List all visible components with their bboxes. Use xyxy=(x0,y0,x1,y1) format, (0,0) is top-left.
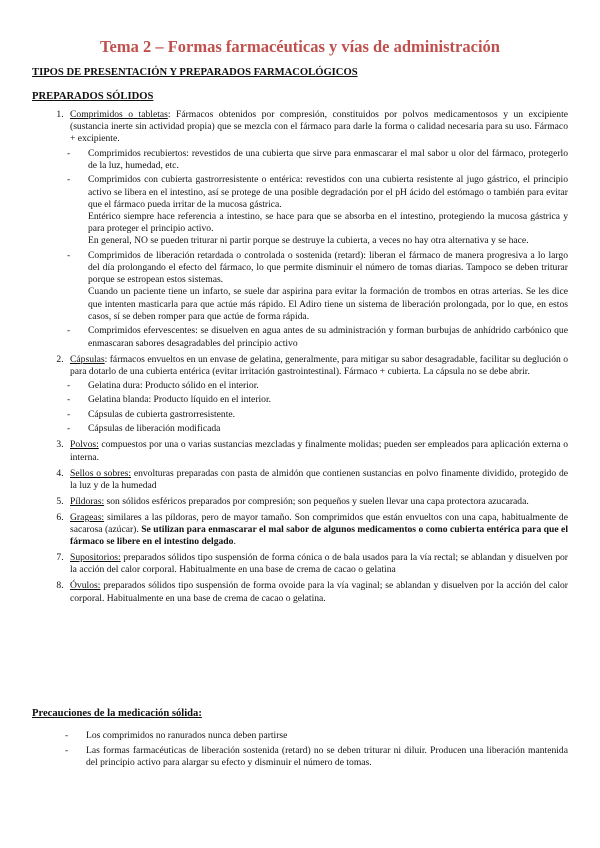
item-term: Píldoras: xyxy=(70,495,105,507)
list-item xyxy=(66,512,568,549)
sub-item-paragraph: - Gelatina blanda: Producto líquido en el interior. xyxy=(88,394,272,406)
sub-item-paragraph: Entérico siempre hace referencia a intestino, se hace para que se absorba en el intestino, protegiendo la mucosa gástrica y para proteger el principio activo. xyxy=(88,210,568,235)
item-text: son sólidos esféricos preparados por compresión; son pequeños y suelen llevar una capa protectora azucarada. xyxy=(104,495,529,507)
list-item xyxy=(66,354,568,436)
item-text: envolturas preparadas con pasta de almidón que contienen sustancias en polvo finamente dividido, protegido de la luz y de la humedad xyxy=(70,467,569,491)
sub-list-item xyxy=(66,380,568,392)
precaution-item: - Las formas farmacéuticas de liberación sostenida (retard) no se deben triturar ni diluir. Producen una liberación mantenida del principio activo para alargar su efecto y disminuir el número de tomas. xyxy=(64,745,568,769)
item-term: Polvos: xyxy=(70,439,99,451)
item-term: Comprimidos o tabletas xyxy=(70,109,168,120)
sub-list-item xyxy=(66,250,568,323)
sub-list-item xyxy=(66,394,568,406)
item-term: Cápsulas xyxy=(70,353,105,365)
sub-item-paragraph: En general, NO se pueden triturar ni partir porque se destruye la cubierta, a veces no hay otra alternativa y se hace. xyxy=(88,235,529,247)
item-term: Supositorios: xyxy=(70,552,121,564)
list-item xyxy=(66,580,568,604)
item-text: compuestos por una o varias sustancias mezcladas y finalmente molidas; pueden ser empleados para aplicación externa o interna. xyxy=(70,439,568,463)
list-item xyxy=(66,496,568,508)
precautions-list xyxy=(64,730,568,771)
subsection-heading: PREPARADOS SÓLIDOS xyxy=(32,91,154,102)
precaution-item: - Los comprimidos no ranurados nunca deben partirse xyxy=(64,730,568,742)
item-text: : fármacos envueltos en un envase de gelatina, generalmente, para mitigar su sabor desagradable, facilitar su deglución o para dotarlo de una cubierta entérica (evitar irritación gastrointestinal). Fármaco + cubierta. La cápsula no se debe abrir. xyxy=(70,353,568,377)
sub-list-item xyxy=(66,423,568,435)
sub-item-paragraph: - Cápsulas de cubierta gastrorresistente. xyxy=(88,408,236,420)
item-text: preparados sólidos tipo suspensión de forma ovoide para la vía vaginal; se ablandan y disuelven por la acción del calor corporal. Habitualmente en una base de crema de cacao o gelatina. xyxy=(70,580,568,604)
sub-item-paragraph: - Comprimidos con cubierta gastrorresistente o entérica: revestidos con una cubierta resistente al jugo gástrico, el principio activo se libera en el intestino, así se protege de una posible degradación por el pH ácido del estómago o también para evitar que el fármaco pueda irritar de la mucosa gástrica. xyxy=(88,174,568,210)
sub-list-item xyxy=(66,409,568,421)
sub-item-paragraph: - Cápsulas de liberación modificada xyxy=(88,423,221,435)
section-heading: TIPOS DE PRESENTACIÓN Y PREPARADOS FARMACOLÓGICOS xyxy=(32,67,358,78)
sub-item-paragraph: - Gelatina dura: Producto sólido en el interior. xyxy=(88,379,259,391)
sub-list xyxy=(70,380,568,436)
item-bold-text: Se utilizan para enmascarar el mal sabor de algunos medicamentos o como cubierta entérica para que el fármaco se libere en el intestino delgado xyxy=(70,524,568,548)
sub-list-item xyxy=(66,174,568,247)
item-text: similares a las píldoras, pero de mayor tamaño. Son comprimidos que están envueltos con una capa, habitualmente de sacarosa (azúcar). xyxy=(70,511,568,536)
sub-list-item xyxy=(66,325,568,349)
solid-preparations-list xyxy=(32,109,568,609)
list-item xyxy=(66,109,568,350)
precautions-heading: Precauciones de la medicación sólida: xyxy=(32,708,202,719)
sub-list-item xyxy=(66,148,568,172)
list-item xyxy=(66,439,568,463)
item-tail: . xyxy=(233,536,236,548)
item-term: Óvulos: xyxy=(70,580,101,592)
item-text: preparados sólidos tipo suspensión de forma cónica o de bala usados para la vía rectal; se ablandan y disuelven por la acción del calor corporal. Habitualmente en una base de crema de cacao o gelatina xyxy=(70,552,568,576)
item-term: Sellos o sobres: xyxy=(70,467,132,479)
sub-item-paragraph: - Comprimidos efervescentes: se disuelven en agua antes de su administración y forman burbujas de anhídrido carbónico que enmascaran sabores desagradables del principio activo xyxy=(88,325,568,349)
sub-item-paragraph: - Comprimidos recubiertos: revestidos de una cubierta que sirve para enmascarar el mal sabor u olor del fármaco, protegerlo de la luz, humedad, etc. xyxy=(88,147,568,171)
item-term: Grageas: xyxy=(70,511,105,523)
sub-list xyxy=(70,148,568,350)
list-item xyxy=(66,468,568,492)
list-item xyxy=(66,552,568,576)
item-text: : Fármacos obtenidos por compresión, constituidos por polvos medicamentosos y un excipiente (sustancia inerte sin actividad propia) que se mezcla con el fármaco para darle la forma o calidad necesaria para su uso. Fármaco + excipiente. xyxy=(70,109,568,145)
page-title: Tema 2 – Formas farmacéuticas y vías de administración xyxy=(100,37,500,56)
sub-item-paragraph: Cuando un paciente tiene un infarto, se suele dar aspirina para evitar la formación de trombos en otras arterias. Se les dice que intenten masticarla para que actúe más rápido. El Adiro tiene un sistema de liberación prolongada, por lo que, en estos casos, sí se deben romper para que actúe de forma rápida. xyxy=(88,286,568,322)
sub-item-paragraph: - Comprimidos de liberación retardada o controlada o sostenida (retard): liberan el fármaco de manera progresiva a lo largo del día prolongando el efecto del fármaco, lo que permite disminuir el número de tomas diarias. Tampoco se deben triturar porque se estropean estos sistemas. xyxy=(88,249,568,286)
